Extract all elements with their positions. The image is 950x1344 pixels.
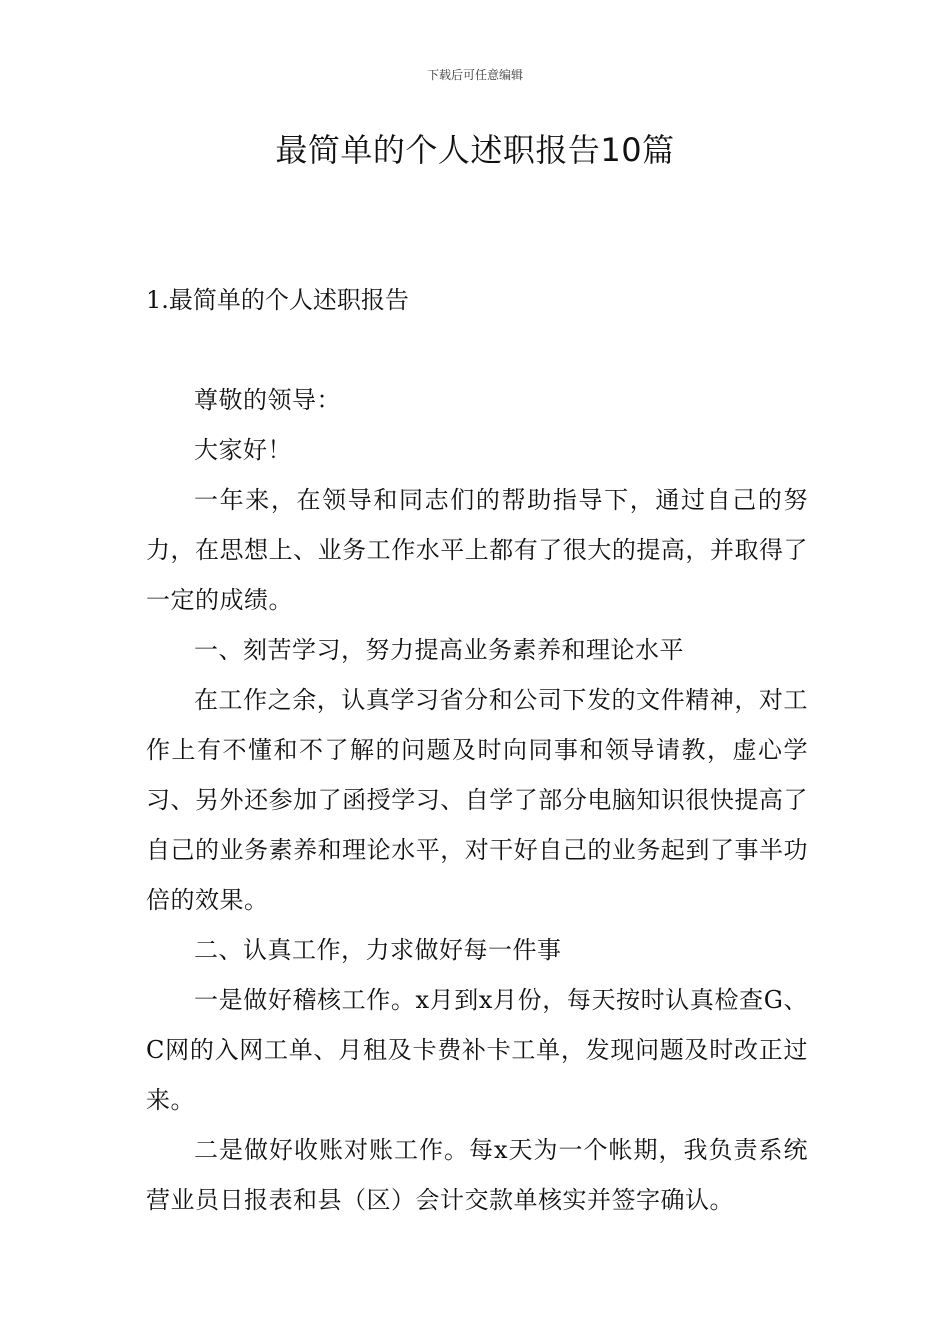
- document-body: [146, 375, 808, 1225]
- paragraph-accounts: 二是做好收账对账工作。每x天为一个帐期，我负责系统营业员日报表和县（区）会计交款单核实并签字确认。: [146, 1136, 808, 1214]
- subheading-work: 二、认真工作，力求做好每一件事: [194, 936, 562, 964]
- section-heading: 1.最简单的个人述职报告: [146, 286, 409, 314]
- greeting: 大家好！: [194, 436, 292, 464]
- page-header-note: 下载后可任意编辑: [426, 68, 523, 82]
- paragraph-audit: 一是做好稽核工作。x月到x月份，每天按时认真检查G、C网的入网工单、月租及卡费补卡工单，发现问题及时改正过来。: [146, 986, 808, 1114]
- document-title: 最简单的个人述职报告10篇: [275, 131, 675, 169]
- salutation: 尊敬的领导：: [194, 386, 341, 414]
- subheading-study: 一、刻苦学习，努力提高业务素养和理论水平: [194, 636, 684, 664]
- paragraph-intro: 一年来，在领导和同志们的帮助指导下，通过自己的努力，在思想上、业务工作水平上都有了很大的提高，并取得了一定的成绩。: [146, 486, 808, 614]
- paragraph-study: 在工作之余，认真学习省分和公司下发的文件精神，对工作上有不懂和不了解的问题及时向同事和领导请教，虚心学习、另外还参加了函授学习、自学了部分电脑知识很快提高了自己的业务素养和理论水平，对干好自己的业务起到了事半功倍的效果。: [146, 686, 808, 914]
